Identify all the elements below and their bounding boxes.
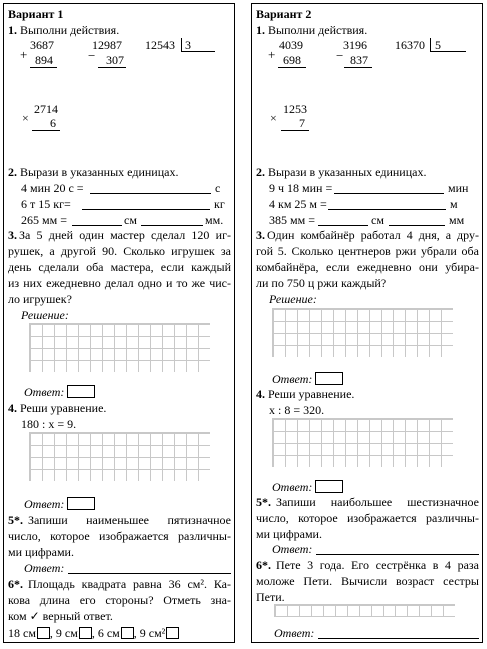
task-5-line-1: Запиши наименьшее пятизначное xyxy=(28,513,231,527)
conv-row-2-blank[interactable] xyxy=(82,209,210,210)
task-6-line-2: моложе Пети. Вычисли возраст сестры xyxy=(256,574,479,588)
conv-row-2-unit: кг xyxy=(214,197,225,211)
task-5-answer-line[interactable] xyxy=(68,573,231,574)
times-sign: × xyxy=(270,111,277,125)
add-operand-b: 698 xyxy=(283,53,301,67)
task-4-solution-grid[interactable] xyxy=(272,418,453,467)
task-3-line-1: Один комбайнёр работал 4 дня, а дру- xyxy=(267,228,479,242)
add-underline xyxy=(278,67,306,68)
task-4-answer-label: Ответ: xyxy=(272,480,313,494)
variant-1-title: Вариант 1 xyxy=(8,7,64,21)
conv-row-3-unit-b: мм xyxy=(449,213,465,227)
task-3-solution-label: Решение: xyxy=(21,308,69,322)
mul-underline xyxy=(281,130,309,131)
conv-row-1-unit: мин xyxy=(448,181,469,195)
conv-row-3-unit-b: мм. xyxy=(205,213,224,227)
option-4-label: , 9 см² xyxy=(133,626,166,640)
option-3-label: , 6 см xyxy=(91,626,120,640)
conv-row-1-blank[interactable] xyxy=(90,193,211,194)
option-2-checkbox[interactable] xyxy=(79,627,92,639)
task-3-answer-box[interactable] xyxy=(315,372,343,385)
div-dividend: 12543 xyxy=(145,38,175,52)
conv-row-1-blank[interactable] xyxy=(334,193,444,194)
task-4-solution-grid[interactable] xyxy=(29,432,210,481)
task-3-solution-label: Решение: xyxy=(269,292,317,306)
times-sign: × xyxy=(22,111,29,125)
add-operand-b: 894 xyxy=(35,53,53,67)
task-5-line-2: число, которое изображается различны- xyxy=(256,511,479,525)
task-3-number: 3. xyxy=(8,228,17,242)
task-5-line-2: число, которое изображается различны- xyxy=(8,529,231,543)
task-3-line-3: день сделали оба мастера, если каждый xyxy=(8,260,231,274)
task-5-number: 5*. xyxy=(256,495,271,509)
task-6-line-2: кова длина его стороны? Отметь зна- xyxy=(8,593,231,607)
variant-2-title: Вариант 2 xyxy=(256,7,312,21)
task-4-answer-box[interactable] xyxy=(315,480,343,493)
option-3-checkbox[interactable] xyxy=(121,627,134,639)
div-dividend: 16370 xyxy=(395,38,425,52)
option-1-checkbox[interactable] xyxy=(37,627,50,639)
task-5-line-3: ми цифрами. xyxy=(8,545,74,559)
sub-operand-a: 12987 xyxy=(92,38,122,52)
conv-row-2-unit: м xyxy=(450,197,458,211)
variant-2-card xyxy=(251,3,483,643)
task-6-line-3: Пети. xyxy=(256,590,285,604)
conv-row-2-blank[interactable] xyxy=(328,209,446,210)
task-4-equation: x : 8 = 320. xyxy=(269,403,325,417)
task-3-solution-grid[interactable] xyxy=(272,308,453,357)
mul-operand-a: 2714 xyxy=(34,102,58,116)
sub-operand-b: 307 xyxy=(106,53,124,67)
task-5-answer-line[interactable] xyxy=(316,554,479,555)
task-3-solution-grid[interactable] xyxy=(29,323,210,372)
sub-underline xyxy=(98,67,126,68)
conv-row-3-label: 385 мм = xyxy=(269,213,315,227)
task-5-line-3: ми цифрами. xyxy=(256,527,322,541)
div-divisor: 3 xyxy=(185,38,191,52)
sub-operand-a: 3196 xyxy=(343,38,367,52)
task-5-answer-label: Ответ: xyxy=(24,561,65,575)
minus-sign: − xyxy=(88,48,96,63)
task-3-line-5: ло игрушек? xyxy=(8,292,72,306)
conv-row-2-label: 4 км 25 м = xyxy=(269,197,327,211)
mul-operand-b: 6 xyxy=(50,116,56,130)
task-2-heading: 2. Вырази в указанных единицах. xyxy=(256,165,427,179)
conv-row-1-label: 9 ч 18 мин = xyxy=(269,181,333,195)
div-divisor: 5 xyxy=(435,38,441,52)
task-3-answer-label: Ответ: xyxy=(272,372,313,386)
task-4-heading: 4. Реши уравнение. xyxy=(256,387,355,401)
plus-sign: + xyxy=(268,47,276,62)
task-5-answer-label: Ответ: xyxy=(272,542,313,556)
conv-row-3-unit-a: см xyxy=(124,213,137,227)
mul-underline xyxy=(32,130,60,131)
task-3-line-3: комбайнёра, если ежедневно они убира- xyxy=(256,260,479,274)
sub-underline xyxy=(344,67,372,68)
add-underline xyxy=(30,67,57,68)
task-3-answer-box[interactable] xyxy=(67,385,95,398)
plus-sign: + xyxy=(20,47,28,62)
conv-row-1-unit: с xyxy=(215,181,221,195)
task-6-options xyxy=(8,626,179,641)
task-3-line-2: рушек, а другой 90. Сколько игрушек за xyxy=(8,244,231,258)
task-6-line-1: Пете 3 года. Его сестрёнка в 4 раза xyxy=(276,558,479,572)
task-3-number: 3. xyxy=(256,228,265,242)
task-6-answer-label: Ответ: xyxy=(274,626,315,640)
minus-sign: − xyxy=(336,48,344,63)
task-5-line-1: Запиши наибольшее шестизначное xyxy=(276,495,479,509)
variant-1-card xyxy=(3,3,235,643)
task-6-number: 6*. xyxy=(256,558,271,572)
conv-row-3-blank-b[interactable] xyxy=(389,225,445,226)
task-6-number: 6*. xyxy=(8,577,23,591)
add-operand-a: 3687 xyxy=(30,38,54,52)
task-6-solution-grid[interactable] xyxy=(274,604,455,617)
task-3-line-1: За 5 дней один мастер сделал 120 иг- xyxy=(19,228,231,242)
option-4-checkbox[interactable] xyxy=(166,627,179,639)
conv-row-2-label: 6 т 15 кг= xyxy=(21,197,71,211)
conv-row-3-blank-b[interactable] xyxy=(141,225,203,226)
mul-operand-b: 7 xyxy=(299,116,305,130)
task-1-heading: 1. Выполни действия. xyxy=(8,23,120,37)
div-bracket xyxy=(181,38,182,52)
task-4-heading: 4. Реши уравнение. xyxy=(8,401,107,415)
conv-row-3-unit-a: см xyxy=(371,213,384,227)
task-6-line-1: Площадь квадрата равна 36 см². Ка- xyxy=(28,577,231,591)
task-3-line-4: ли по 750 ц ржи каждый? xyxy=(256,276,387,290)
mul-operand-a: 1253 xyxy=(283,102,307,116)
task-5-number: 5*. xyxy=(8,513,23,527)
task-3-answer-label: Ответ: xyxy=(24,385,65,399)
option-2-label: , 9 см xyxy=(49,626,78,640)
conv-row-3-blank-a[interactable] xyxy=(72,225,122,226)
div-bracket xyxy=(430,38,431,52)
conv-row-3-blank-a[interactable] xyxy=(318,225,368,226)
task-2-heading: 2. Вырази в указанных единицах. xyxy=(8,165,179,179)
task-4-equation: 180 : x = 9. xyxy=(21,417,77,431)
conv-row-3-label: 265 мм = xyxy=(21,213,67,227)
option-1-label: 18 см xyxy=(8,626,36,640)
task-6-line-3: ком ✓ верный ответ. xyxy=(8,609,113,623)
task-6-answer-line[interactable] xyxy=(318,638,479,639)
sub-operand-b: 837 xyxy=(350,53,368,67)
task-3-line-4: из них ежедневно делал одно и то же чис- xyxy=(8,276,231,290)
task-1-heading: 1. Выполни действия. xyxy=(256,23,368,37)
task-3-line-2: гой 5. Сколько центнеров ржи убрали оба xyxy=(256,244,479,258)
add-operand-a: 4039 xyxy=(279,38,303,52)
task-4-answer-label: Ответ: xyxy=(24,497,65,511)
conv-row-1-label: 4 мин 20 с = xyxy=(21,181,84,195)
task-4-answer-box[interactable] xyxy=(67,497,95,510)
